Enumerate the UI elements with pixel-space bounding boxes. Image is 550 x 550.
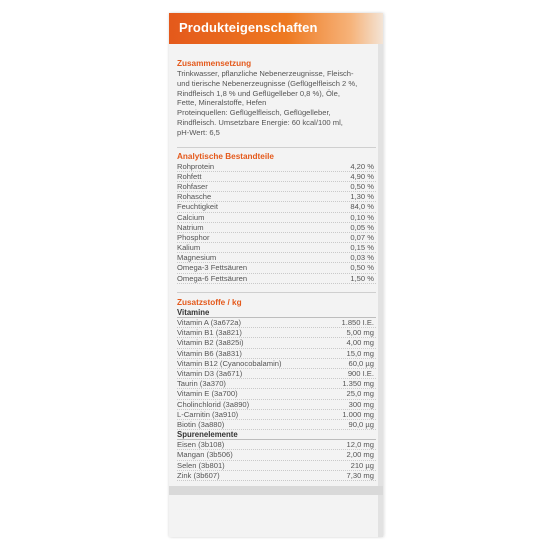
row-label: Vitamin B6 (3a831) [177,348,242,358]
table-row [177,410,376,420]
row-label: Zink (3b607) [177,470,220,480]
table-row [177,172,376,182]
row-value: 0,10 % [350,212,374,222]
table-row [177,450,376,460]
table-row [177,471,376,481]
row-label: Cholinchlorid (3a890) [177,399,250,409]
table-row [177,420,376,430]
composition-line: Proteinquellen: Geflügelfleisch, Geflügelleber, [177,108,331,118]
trace-elements-table [177,440,376,481]
row-value: 1.000 mg [342,409,374,419]
composition-line: und tierische Nebenerzeugnisse (Geflügelfleisch 2 %, [177,78,358,88]
row-value: 15,0 mg [346,348,374,358]
row-label: Vitamin B12 (Cyanocobalamin) [177,358,282,368]
row-label: Rohfett [177,171,202,181]
row-value: 60,0 µg [348,358,374,368]
row-label: Vitamin A (3a672a) [177,318,242,328]
row-value: 7,30 mg [346,470,374,480]
row-value: 25,0 mg [346,389,374,399]
row-value: 900 I.E. [347,368,374,378]
row-label: Biotin (3a880) [177,419,225,429]
table-row [177,274,376,284]
composition-line: Rindfleisch 1,8 % und Geflügelleber 0,8 %), Öle, [177,88,340,98]
row-label: Rohfaser [177,181,208,191]
row-value: 84,0 % [350,202,374,212]
table-row [177,461,376,471]
table-row [177,328,376,338]
row-label: Selen (3b801) [177,460,225,470]
row-value: 1,50 % [350,273,374,283]
row-label: Rohprotein [177,161,215,171]
row-value: 1.350 mg [342,379,374,389]
row-value: 0,03 % [350,253,374,263]
table-row [177,233,376,243]
row-label: Vitamin D3 (3a671) [177,368,243,378]
analytical-table [177,162,376,284]
row-value: 1.850 I.E. [341,318,374,328]
row-value: 1,30 % [350,192,374,202]
table-row [177,253,376,263]
row-label: Eisen (3b108) [177,440,225,450]
row-label: Magnesium [177,253,217,263]
vitamins-subheading: Vitamine [177,308,376,318]
footer-bar [169,486,383,495]
row-label: Natrium [177,222,204,232]
row-label: Vitamin B1 (3a821) [177,328,242,338]
row-label: Rohasche [177,192,212,202]
table-row [177,440,376,450]
header-bar [169,13,383,44]
table-row [177,182,376,192]
vitamins-table [177,318,376,430]
row-value: 2,00 mg [346,450,374,460]
row-label: Omega-6 Fettsäuren [177,273,248,283]
row-value: 0,05 % [350,222,374,232]
table-row [177,359,376,369]
composition-line: Rindfleisch. Umsetzbare Energie: 60 kcal/100 ml, [177,117,343,127]
table-row [177,379,376,389]
table-row [177,192,376,202]
row-value: 0,15 % [350,243,374,253]
table-row [177,338,376,348]
table-row [177,213,376,223]
composition-text [177,69,376,138]
row-value: 210 µg [350,460,374,470]
trace-elements-subheading: Spurenelemente [177,430,376,440]
table-row [177,349,376,359]
row-value: 5,00 mg [346,328,374,338]
row-label: Mangan (3b506) [177,450,233,460]
row-label: Feuchtigkeit [177,202,218,212]
table-row [177,162,376,172]
row-value: 300 mg [348,399,374,409]
row-label: Taurin (3a370) [177,379,226,389]
composition-line: Fette, Mineralstoffe, Hefen [177,98,267,108]
row-value: 0,07 % [350,232,374,242]
product-properties-panel [169,13,383,537]
row-label: Kalium [177,243,201,253]
header-title: Produkteigenschaften [179,20,318,35]
composition-line: pH-Wert: 6,5 [177,127,220,137]
table-row [177,369,376,379]
table-row [177,243,376,253]
row-value: 0,50 % [350,263,374,273]
table-row [177,400,376,410]
row-value: 12,0 mg [346,440,374,450]
row-label: Vitamin E (3a700) [177,389,238,399]
row-value: 90,0 µg [348,419,374,429]
additives-title: Zusatzstoffe / kg [177,297,242,307]
panel-edge [378,13,383,537]
table-row [177,389,376,399]
row-value: 4,20 % [350,161,374,171]
row-value: 4,00 mg [346,338,374,348]
row-label: Phosphor [177,232,210,242]
analytical-title: Analytische Bestandteile [177,151,274,161]
row-value: 4,90 % [350,171,374,181]
row-label: Vitamin B2 (3a825i) [177,338,244,348]
row-label: Omega-3 Fettsäuren [177,263,248,273]
table-row [177,223,376,233]
composition-line: Trinkwasser, pflanzliche Nebenerzeugnisse, Fleisch- [177,69,354,78]
row-label: L-Carnitin (3a910) [177,409,239,419]
panel-content [177,45,376,481]
table-row [177,202,376,212]
row-value: 0,50 % [350,181,374,191]
row-label: Calcium [177,212,205,222]
table-row [177,318,376,328]
composition-title: Zusammensetzung [177,59,252,68]
table-row [177,263,376,273]
